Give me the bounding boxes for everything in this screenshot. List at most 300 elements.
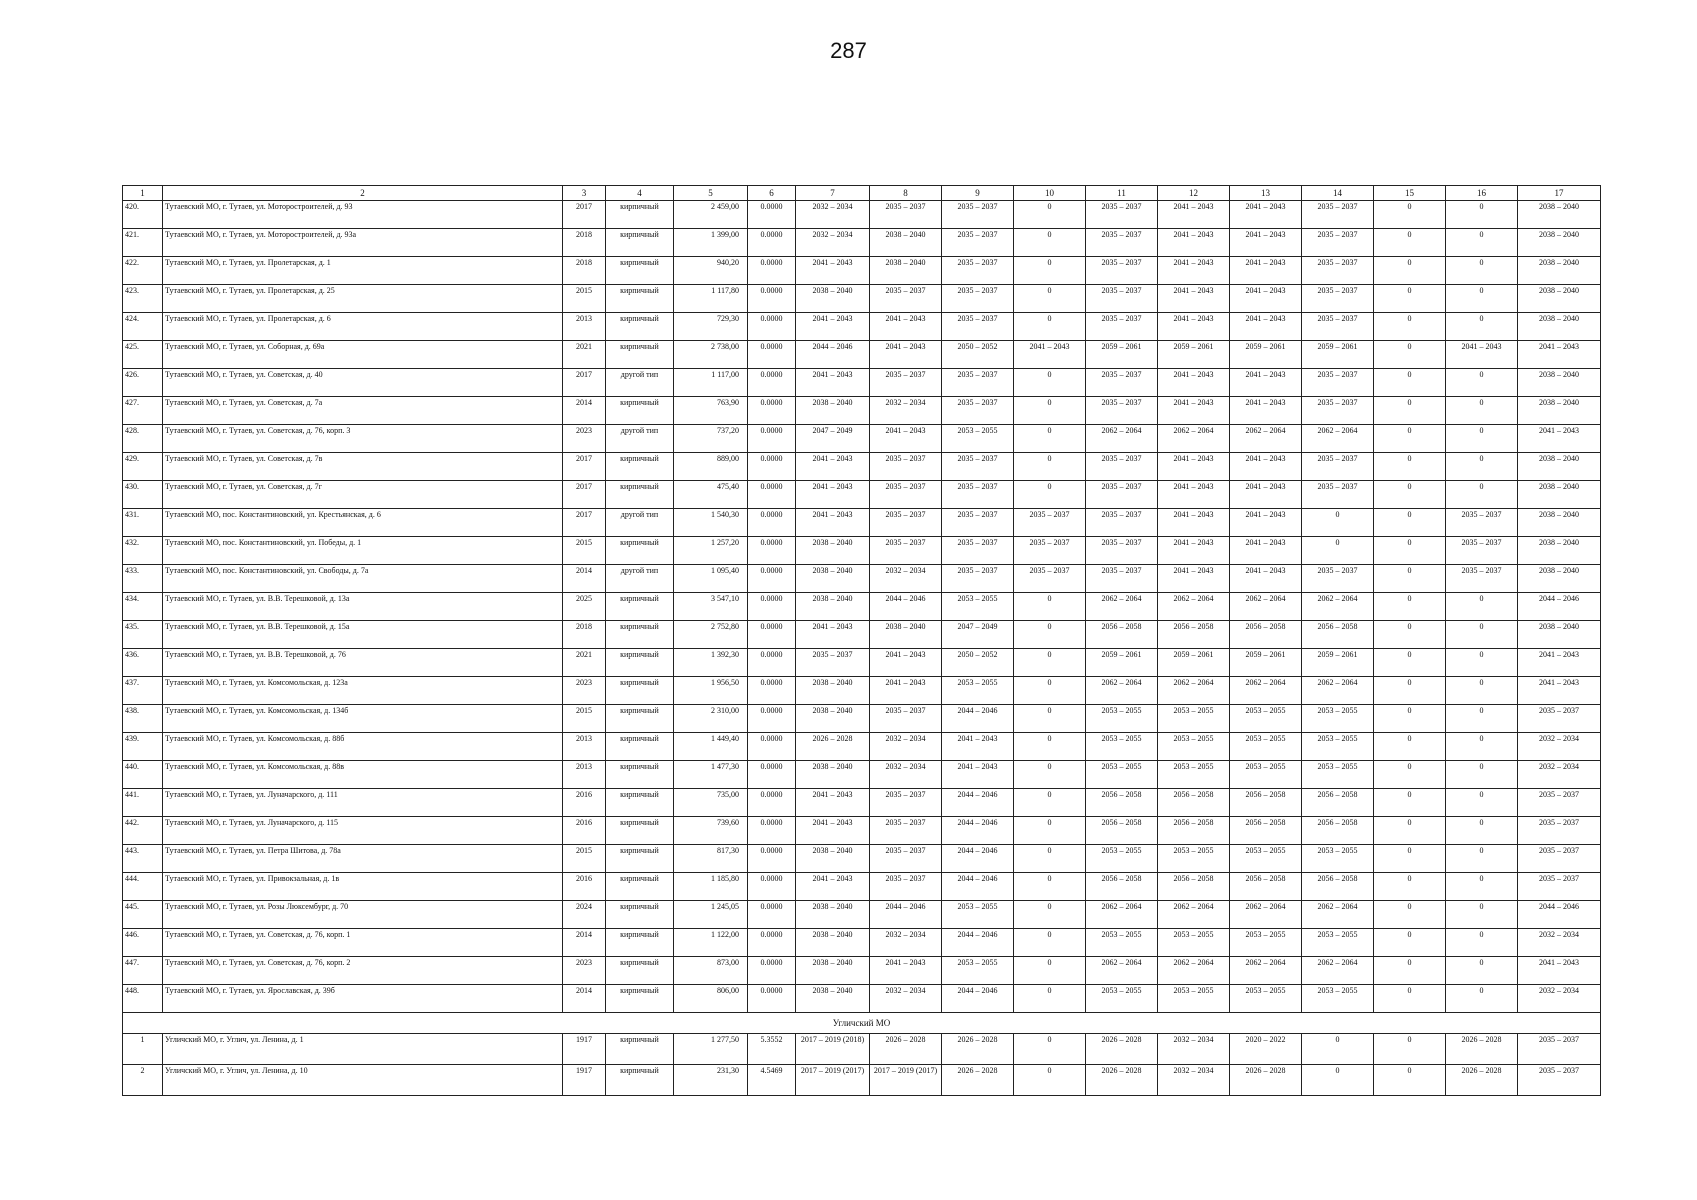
table-cell: 2056 – 2058 [1158,789,1230,817]
table-cell: 2041 – 2043 [1158,229,1230,257]
table-cell: 428. [123,425,163,453]
table-cell: 0 [1014,789,1086,817]
table-cell: 2041 – 2043 [1230,397,1302,425]
table-cell: 2013 [563,761,606,789]
table-cell: 0 [1446,201,1518,229]
column-header: 6 [748,186,796,201]
table-cell: 2062 – 2064 [1230,593,1302,621]
table-cell: 2035 – 2037 [1518,845,1601,873]
table-cell: кирпичный [606,481,674,509]
table-cell: 434. [123,593,163,621]
table-cell: 2056 – 2058 [1230,817,1302,845]
table-cell: 2025 [563,593,606,621]
table-cell: 2041 – 2043 [870,677,942,705]
table-cell: 2056 – 2058 [1230,621,1302,649]
table-cell: 2038 – 2040 [796,761,870,789]
table-cell: 2035 – 2037 [942,369,1014,397]
table-cell: 1 540,30 [674,509,748,537]
table-row [123,901,1601,929]
table-cell: 2035 – 2037 [1302,397,1374,425]
table-cell: 2035 – 2037 [870,369,942,397]
table-cell: 0.0000 [748,313,796,341]
table-cell: 0 [1374,677,1446,705]
table-cell: 2044 – 2046 [942,705,1014,733]
table-cell: 2026 – 2028 [796,733,870,761]
table-cell: 2056 – 2058 [1230,789,1302,817]
table-cell: 2041 – 2043 [1158,537,1230,565]
table-cell: 889,00 [674,453,748,481]
table-cell: 2038 – 2040 [870,257,942,285]
table-cell: 0 [1302,1034,1374,1065]
table-cell: 2062 – 2064 [1158,901,1230,929]
table-cell: 2 752,80 [674,621,748,649]
table-cell: 0 [1446,397,1518,425]
table-cell: кирпичный [606,733,674,761]
table-cell: 2038 – 2040 [796,593,870,621]
table-cell: 441. [123,789,163,817]
table-cell: 2017 – 2019 (2017) [870,1065,942,1096]
table-cell: 2059 – 2061 [1086,341,1158,369]
table-row [123,677,1601,705]
table-cell: 1 122,00 [674,929,748,957]
table-cell: 2053 – 2055 [1086,985,1158,1013]
table-cell: 2035 – 2037 [1518,1065,1601,1096]
table-row [123,1034,1601,1065]
table-row [123,957,1601,985]
table-cell: кирпичный [606,873,674,901]
table-cell: 0.0000 [748,901,796,929]
table-cell: 2017 – 2019 (2018) [796,1034,870,1065]
table-cell: 735,00 [674,789,748,817]
table-cell: 0 [1374,1065,1446,1096]
table-cell: 2041 – 2043 [1230,509,1302,537]
table-cell: Тутаевский МО, г. Тутаев, ул. Луначарского, д. 111 [163,789,563,817]
table-cell: 2014 [563,985,606,1013]
table-cell: 0 [1374,873,1446,901]
table-cell: 2053 – 2055 [1230,761,1302,789]
column-header: 16 [1446,186,1518,201]
table-cell: 0.0000 [748,677,796,705]
table-cell: 2026 – 2028 [870,1034,942,1065]
table-cell: 0.0000 [748,929,796,957]
table-cell: 0 [1446,621,1518,649]
table-cell: 2038 – 2040 [796,901,870,929]
table-cell: 2056 – 2058 [1086,789,1158,817]
table-cell: 2044 – 2046 [796,341,870,369]
table-cell: 2062 – 2064 [1086,957,1158,985]
table-cell: 2035 – 2037 [870,845,942,873]
table-cell: Тутаевский МО, г. Тутаев, ул. Ярославская, д. 39б [163,985,563,1013]
table-cell: 2044 – 2046 [942,985,1014,1013]
table-cell: 2035 – 2037 [1014,565,1086,593]
table-cell: 2041 – 2043 [796,481,870,509]
table-cell: 0.0000 [748,957,796,985]
table-cell: 0.0000 [748,537,796,565]
table-cell: 0 [1374,1034,1446,1065]
table-cell: Тутаевский МО, г. Тутаев, ул. Привокзальная, д. 1в [163,873,563,901]
table-row [123,845,1601,873]
table-cell: 2041 – 2043 [1230,369,1302,397]
table-cell: 2038 – 2040 [1518,369,1601,397]
table-cell: 0 [1374,341,1446,369]
table-cell: 2062 – 2064 [1302,957,1374,985]
table-cell: 0 [1014,229,1086,257]
table-cell: Тутаевский МО, г. Тутаев, ул. Моторостроителей, д. 93а [163,229,563,257]
table-cell: 2041 – 2043 [1518,341,1601,369]
table-cell: 2014 [563,929,606,957]
table-cell: 2041 – 2043 [1230,257,1302,285]
table-cell: 2018 [563,621,606,649]
table-cell: 0.0000 [748,817,796,845]
table-cell: 2053 – 2055 [1302,733,1374,761]
table-cell: 2035 – 2037 [1086,369,1158,397]
table-row [123,285,1601,313]
table-cell: Тутаевский МО, г. Тутаев, ул. В.В. Терешковой, д. 13а [163,593,563,621]
table-row [123,593,1601,621]
table-cell: 440. [123,761,163,789]
table-cell: 2038 – 2040 [1518,537,1601,565]
table-cell: 5.3552 [748,1034,796,1065]
table-cell: 2041 – 2043 [1158,369,1230,397]
table-cell: 0 [1446,229,1518,257]
table-cell: 2041 – 2043 [796,313,870,341]
table-cell: 2026 – 2028 [942,1034,1014,1065]
table-cell: 0 [1374,565,1446,593]
table-cell: 2041 – 2043 [1158,565,1230,593]
table-cell: 2041 – 2043 [1230,201,1302,229]
table-cell: 2044 – 2046 [1518,593,1601,621]
table-cell: 0.0000 [748,369,796,397]
table-cell: 2053 – 2055 [1158,705,1230,733]
table-cell: 2035 – 2037 [1086,313,1158,341]
table-cell: 0 [1446,957,1518,985]
table-cell: 0.0000 [748,397,796,425]
table-cell: 0.0000 [748,285,796,313]
table-cell: 0 [1014,285,1086,313]
table-cell: 2038 – 2040 [796,565,870,593]
table-cell: 2035 – 2037 [1518,817,1601,845]
table-cell: 2038 – 2040 [870,229,942,257]
table-cell: 1 399,00 [674,229,748,257]
table-cell: 2041 – 2043 [1158,397,1230,425]
table-row [123,397,1601,425]
table-cell: 0 [1014,733,1086,761]
table-cell: 2038 – 2040 [796,705,870,733]
table-cell: 443. [123,845,163,873]
table-cell: 2035 – 2037 [1086,453,1158,481]
table-cell: 0 [1446,901,1518,929]
table-cell: другой тип [606,565,674,593]
table-cell: 2062 – 2064 [1302,425,1374,453]
table-cell: 1 [123,1034,163,1065]
section-row [123,1013,1601,1034]
table-cell: 2032 – 2034 [870,929,942,957]
table-cell: 0.0000 [748,761,796,789]
table-row [123,565,1601,593]
table-cell: 420. [123,201,163,229]
table-cell: 0 [1374,621,1446,649]
table-cell: 0 [1014,649,1086,677]
table-cell: кирпичный [606,985,674,1013]
column-header: 13 [1230,186,1302,201]
table-cell: 2059 – 2061 [1158,341,1230,369]
table-row [123,929,1601,957]
table-cell: 2035 – 2037 [1302,565,1374,593]
table-cell: 2035 – 2037 [942,537,1014,565]
table-cell: 0 [1374,705,1446,733]
table-cell: 2053 – 2055 [1158,985,1230,1013]
table-cell: 2041 – 2043 [1230,453,1302,481]
table-cell: 0 [1302,537,1374,565]
column-header: 12 [1158,186,1230,201]
table-cell: кирпичный [606,341,674,369]
table-cell: Тутаевский МО, пос. Константиновский, ул. Свободы, д. 7а [163,565,563,593]
table-cell: кирпичный [606,285,674,313]
table-cell: 2062 – 2064 [1302,593,1374,621]
table-cell: 0 [1374,845,1446,873]
table-cell: 1 449,40 [674,733,748,761]
table-cell: 0 [1446,649,1518,677]
column-header: 2 [163,186,563,201]
table-cell: 439. [123,733,163,761]
table-cell: 2062 – 2064 [1230,677,1302,705]
table-cell: 2038 – 2040 [1518,509,1601,537]
table-cell: 2035 – 2037 [870,509,942,537]
table-cell: 437. [123,677,163,705]
table-cell: 0 [1374,425,1446,453]
table-cell: Тутаевский МО, г. Тутаев, ул. Советская, д. 76, корп. 3 [163,425,563,453]
table-cell: 2038 – 2040 [796,537,870,565]
table-cell: 432. [123,537,163,565]
table-cell: 2038 – 2040 [1518,257,1601,285]
table-cell: 0.0000 [748,985,796,1013]
table-cell: кирпичный [606,817,674,845]
table-cell: 426. [123,369,163,397]
table-cell: 0 [1374,957,1446,985]
table-cell: 0.0000 [748,509,796,537]
table-cell: 729,30 [674,313,748,341]
table-cell: кирпичный [606,1034,674,1065]
table-cell: 1 117,80 [674,285,748,313]
table-cell: 2053 – 2055 [1302,761,1374,789]
table-cell: 0 [1014,397,1086,425]
table-cell: 1 117,00 [674,369,748,397]
table-cell: 2017 [563,201,606,229]
table-cell: 2032 – 2034 [870,761,942,789]
table-cell: кирпичный [606,1065,674,1096]
table-cell: 0 [1374,397,1446,425]
table-cell: 2035 – 2037 [1086,257,1158,285]
table-cell: 2041 – 2043 [1230,229,1302,257]
table-cell: 2038 – 2040 [1518,621,1601,649]
table-cell: 2032 – 2034 [1158,1065,1230,1096]
table-cell: 0.0000 [748,789,796,817]
table-cell: 2038 – 2040 [1518,565,1601,593]
table-cell: 2041 – 2043 [1230,481,1302,509]
table-cell: 0 [1446,761,1518,789]
table-cell: 2053 – 2055 [942,957,1014,985]
table-cell: 2035 – 2037 [1302,481,1374,509]
table-cell: 2038 – 2040 [796,285,870,313]
table-cell: 2041 – 2043 [870,425,942,453]
table-cell: 2035 – 2037 [1086,285,1158,313]
table-body [123,201,1601,1096]
table-cell: 2047 – 2049 [796,425,870,453]
table-row [123,257,1601,285]
column-header: 4 [606,186,674,201]
table-cell: 0 [1374,985,1446,1013]
table-cell: Тутаевский МО, г. Тутаев, ул. Пролетарская, д. 1 [163,257,563,285]
table-cell: 817,30 [674,845,748,873]
table-cell: 424. [123,313,163,341]
table-cell: 2035 – 2037 [1086,565,1158,593]
table-cell: 2035 – 2037 [942,481,1014,509]
table-cell: 2041 – 2043 [1230,537,1302,565]
table-cell: 0 [1014,761,1086,789]
table-cell: 2 459,00 [674,201,748,229]
table-cell: 2021 [563,341,606,369]
table-cell: 2035 – 2037 [1518,789,1601,817]
table-cell: 2041 – 2043 [1446,341,1518,369]
table-cell: 0 [1014,1065,1086,1096]
table-cell: кирпичный [606,453,674,481]
table-cell: 2047 – 2049 [942,621,1014,649]
table-cell: 0 [1014,985,1086,1013]
table-cell: 1 277,50 [674,1034,748,1065]
table-cell: 2041 – 2043 [870,341,942,369]
table-cell: 2062 – 2064 [1158,593,1230,621]
table-cell: 2056 – 2058 [1086,873,1158,901]
table-cell: 430. [123,481,163,509]
table-cell: 1 477,30 [674,761,748,789]
table-cell: 2035 – 2037 [942,313,1014,341]
table-cell: 2038 – 2040 [796,985,870,1013]
table-cell: Тутаевский МО, г. Тутаев, ул. Пролетарская, д. 25 [163,285,563,313]
table-cell: 0 [1446,817,1518,845]
table-cell: 2035 – 2037 [1302,285,1374,313]
table-cell: Тутаевский МО, г. Тутаев, ул. В.В. Терешковой, д. 76 [163,649,563,677]
table-cell: 2056 – 2058 [1158,873,1230,901]
table-cell: 0 [1374,789,1446,817]
table-cell: 429. [123,453,163,481]
table-cell: 2041 – 2043 [870,957,942,985]
table-cell: 0 [1374,285,1446,313]
table-cell: 2032 – 2034 [870,565,942,593]
table-cell: 1 245,05 [674,901,748,929]
table-cell: 0.0000 [748,873,796,901]
table-cell: кирпичный [606,705,674,733]
table-cell: 431. [123,509,163,537]
table-cell: 0.0000 [748,229,796,257]
table-cell: 2015 [563,845,606,873]
table-cell: 2035 – 2037 [870,705,942,733]
table-cell: Тутаевский МО, г. Тутаев, ул. Комсомольская, д. 88б [163,733,563,761]
table-cell: 2035 – 2037 [1302,369,1374,397]
table-cell: 447. [123,957,163,985]
table-row [123,481,1601,509]
table-cell: 2038 – 2040 [1518,285,1601,313]
table-cell: кирпичный [606,929,674,957]
table-cell: 2041 – 2043 [1230,285,1302,313]
table-cell: 0.0000 [748,425,796,453]
table-cell: Тутаевский МО, г. Тутаев, ул. Советская, д. 7а [163,397,563,425]
table-cell: 2041 – 2043 [796,873,870,901]
table-cell: Угличский МО, г. Углич, ул. Ленина, д. 1 [163,1034,563,1065]
table-cell: 436. [123,649,163,677]
table-cell: 2035 – 2037 [1014,537,1086,565]
table-cell: кирпичный [606,649,674,677]
table-cell: 2038 – 2040 [1518,397,1601,425]
table-cell: 2026 – 2028 [1086,1065,1158,1096]
table-cell: 0 [1446,985,1518,1013]
table-cell: 0 [1014,425,1086,453]
table-cell: 2035 – 2037 [1302,313,1374,341]
table-cell: Тутаевский МО, г. Тутаев, ул. Комсомольская, д. 123а [163,677,563,705]
table-cell: 0 [1014,901,1086,929]
table-cell: 2017 [563,481,606,509]
table-cell: 2035 – 2037 [942,509,1014,537]
table-cell: 2041 – 2043 [1518,649,1601,677]
table-cell: 2053 – 2055 [1086,845,1158,873]
table-cell: 2038 – 2040 [1518,453,1601,481]
table-cell: 2014 [563,397,606,425]
table-cell: 2053 – 2055 [942,425,1014,453]
header-row [123,186,1601,201]
table-cell: кирпичный [606,257,674,285]
table-cell: 0 [1446,929,1518,957]
table-cell: 0 [1446,369,1518,397]
table-cell: 2053 – 2055 [942,901,1014,929]
table-cell: 0 [1014,621,1086,649]
table-cell: 2056 – 2058 [1302,873,1374,901]
table-cell: 0 [1446,593,1518,621]
table-cell: 2035 – 2037 [1518,705,1601,733]
table-cell: 2038 – 2040 [796,845,870,873]
table-cell: 2035 – 2037 [796,649,870,677]
table-cell: 2017 [563,369,606,397]
table-cell: 2062 – 2064 [1086,425,1158,453]
table-cell: 0 [1014,453,1086,481]
table-cell: Тутаевский МО, г. Тутаев, ул. Советская, д. 7г [163,481,563,509]
table-cell: 2059 – 2061 [1302,649,1374,677]
table-cell: 2035 – 2037 [1086,481,1158,509]
table-cell: 2 [123,1065,163,1096]
table-cell: 2038 – 2040 [796,957,870,985]
table-cell: 2041 – 2043 [1158,257,1230,285]
table-cell: 2056 – 2058 [1086,817,1158,845]
table-cell: 2013 [563,733,606,761]
table-cell: 0 [1014,481,1086,509]
table-cell: 2062 – 2064 [1230,957,1302,985]
table-cell: 2041 – 2043 [796,369,870,397]
table-cell: 2035 – 2037 [1014,509,1086,537]
column-header: 1 [123,186,163,201]
table-cell: 0.0000 [748,733,796,761]
table-cell: 445. [123,901,163,929]
table-cell: кирпичный [606,229,674,257]
table-cell: 2059 – 2061 [1230,341,1302,369]
table-cell: 2056 – 2058 [1302,817,1374,845]
table-cell: 1917 [563,1034,606,1065]
table-cell: 2056 – 2058 [1086,621,1158,649]
table-cell: 4.5469 [748,1065,796,1096]
table-cell: 2053 – 2055 [1086,929,1158,957]
table-cell: 2 310,00 [674,705,748,733]
table-cell: 0 [1446,313,1518,341]
table-cell: 2044 – 2046 [942,873,1014,901]
table-cell: 2053 – 2055 [1086,733,1158,761]
table-cell: 0.0000 [748,705,796,733]
